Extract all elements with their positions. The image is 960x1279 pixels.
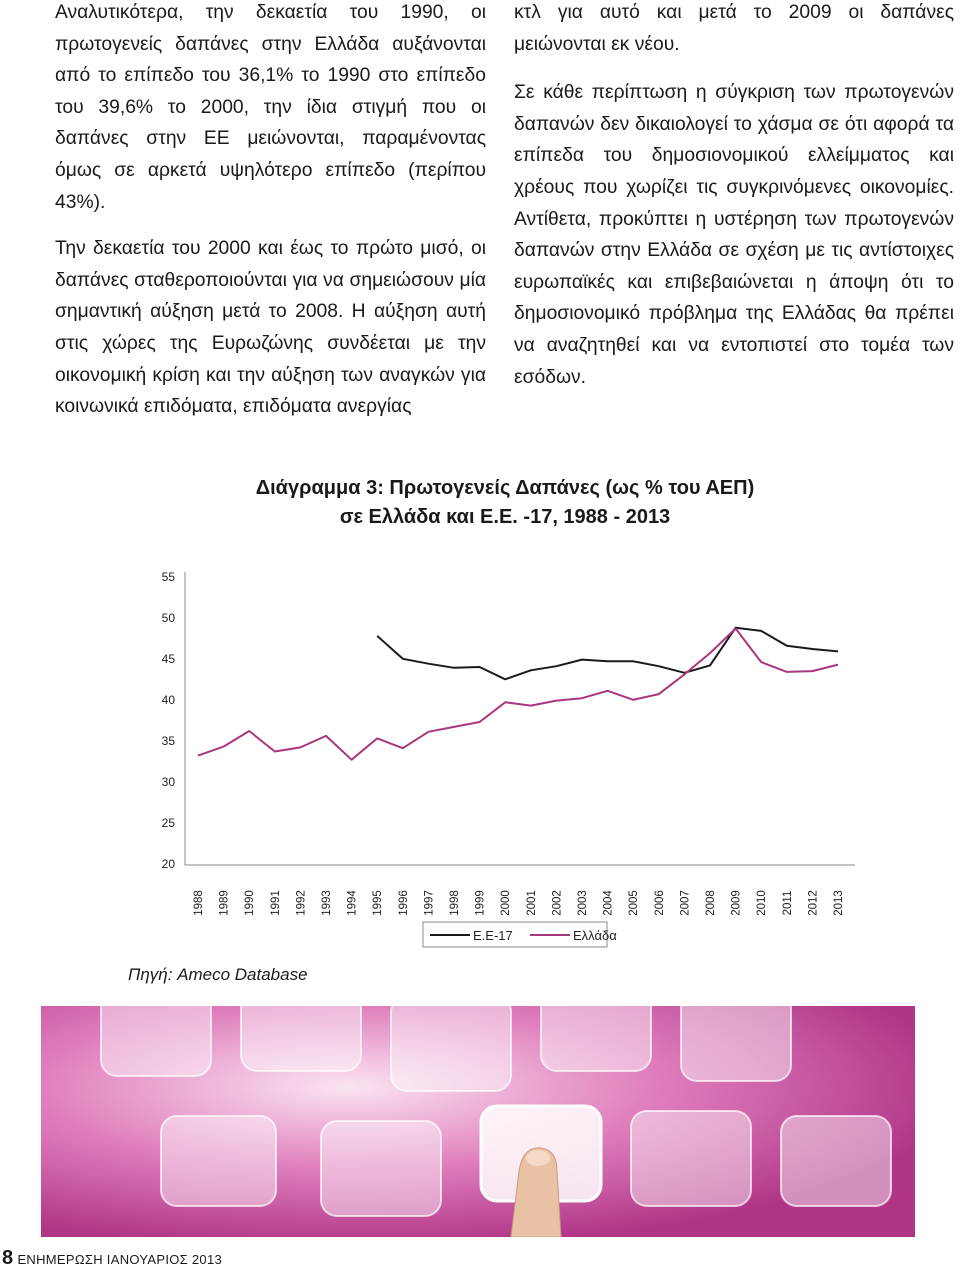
- chart-title-line-1: Διάγραμμα 3: Πρωτογενείς Δαπάνες (ως % του ΑΕΠ): [255, 477, 755, 499]
- x-tick-label: 2001: [525, 890, 538, 916]
- y-tick-label: 55: [161, 570, 175, 584]
- x-tick-label: 1991: [269, 890, 282, 916]
- x-tick-label: 2005: [628, 890, 641, 916]
- x-tick-label: 2004: [602, 890, 615, 916]
- x-tick-label: 2008: [705, 890, 717, 916]
- chart-title-line-2: σε Ελλάδα και Ε.Ε. -17, 1988 - 2013: [339, 506, 671, 528]
- x-tick-label: 2010: [756, 890, 769, 916]
- x-tick-label: 1998: [449, 890, 461, 916]
- x-tick-label: 2009: [730, 890, 743, 916]
- x-tick-label: 1996: [397, 890, 410, 916]
- x-tick-label: 2012: [807, 890, 820, 916]
- x-tick-label: 2006: [653, 890, 666, 916]
- x-tick-label: 1997: [423, 890, 436, 916]
- series-line-greece: [198, 629, 838, 760]
- x-tick-label: 2002: [551, 890, 564, 916]
- x-tick-label: 2013: [833, 890, 845, 916]
- publication-name: ΕΝΗΜΕΡΩΣΗ ΙΑΝΟΥΑΡΙΟΣ 2013: [17, 1252, 223, 1267]
- page-number: 8: [2, 1247, 14, 1269]
- x-tick-label: 2007: [679, 890, 692, 916]
- x-tick-label: 1993: [321, 890, 333, 916]
- y-tick-label: 40: [161, 693, 175, 707]
- y-tick-label: 45: [161, 652, 175, 666]
- legend-label: Ελλάδα: [573, 928, 617, 943]
- paragraph: Αναλυτικότερα, την δεκαετία του 1990, οι πρωτογενείς δαπάνες στην Ελλάδα αυξάνονται από το επίπεδο του 36,1% το 1990 στο επίπεδο του 39,6% το 2000, την ίδια στιγμή που οι δαπάνες στην ΕΕ μειώνονται, παραμένοντας όμως σε αρκετά υψηλότερο επίπεδο (περίπου 43%).: [55, 2, 486, 213]
- y-tick-label: 20: [161, 857, 175, 871]
- legend-label: Ε.Ε-17: [473, 928, 513, 943]
- y-tick-label: 50: [161, 611, 175, 625]
- y-tick-label: 35: [161, 734, 175, 748]
- touchscreen-illustration: [41, 1006, 915, 1237]
- x-tick-label: 1990: [244, 890, 257, 916]
- series-line-eu17: [377, 628, 838, 680]
- paragraph: Την δεκαετία του 2000 και έως το πρώτο μισό, οι δαπάνες σταθεροποιούνται για να σημειώσουν μία σημαντική αύξηση μετά το 2008. Η αύξηση αυτή στις χώρες της Ευρωζώνης συνδέεται με την οικονομική κρίση και την αύξηση των αναγκών για κοινωνικά επιδόματα, επιδόματα ανεργίας: [55, 238, 486, 418]
- touchscreen-photo: [41, 1006, 915, 1237]
- y-tick-label: 30: [161, 775, 175, 789]
- x-tick-label: 1988: [193, 890, 205, 916]
- x-tick-label: 2011: [781, 890, 794, 916]
- source-note: Πηγή: Ameco Database: [128, 965, 308, 984]
- x-tick-label: 1999: [474, 890, 487, 916]
- x-tick-label: 2003: [577, 890, 589, 916]
- page-footer: [2, 1247, 222, 1270]
- paragraph-continuation: κτλ για αυτό και μετά το 2009 οι δαπάνες μειώνονται εκ νέου.: [514, 2, 954, 55]
- x-tick-label: 1995: [372, 890, 385, 916]
- x-tick-label: 1989: [218, 890, 231, 916]
- y-tick-label: 25: [161, 816, 175, 830]
- x-tick-label: 1992: [295, 890, 308, 916]
- paragraph: Σε κάθε περίπτωση η σύγκριση των πρωτογενών δαπανών δεν δικαιολογεί το χάσμα σε ότι αφορά τα επίπεδα του δημοσιονομικού ελλείμματος και χρέους που χωρίζει τις συγκρινόμενες οικονομίες. Αντίθετα, προκύπτει η υστέρηση των πρωτογενών δαπανών στην Ελλάδα σε σχέση με τις αντίστοιχες ευρωπαϊκές και επιβεβαιώνεται η άποψη ότι το δημοσιονομικό πρόβλημα της Ελλάδας θα πρέπει να αναζητηθεί και να εντοπιστεί στο τομέα των εσόδων.: [514, 82, 954, 388]
- x-tick-label: 2000: [500, 890, 513, 916]
- x-tick-label: 1994: [346, 890, 359, 916]
